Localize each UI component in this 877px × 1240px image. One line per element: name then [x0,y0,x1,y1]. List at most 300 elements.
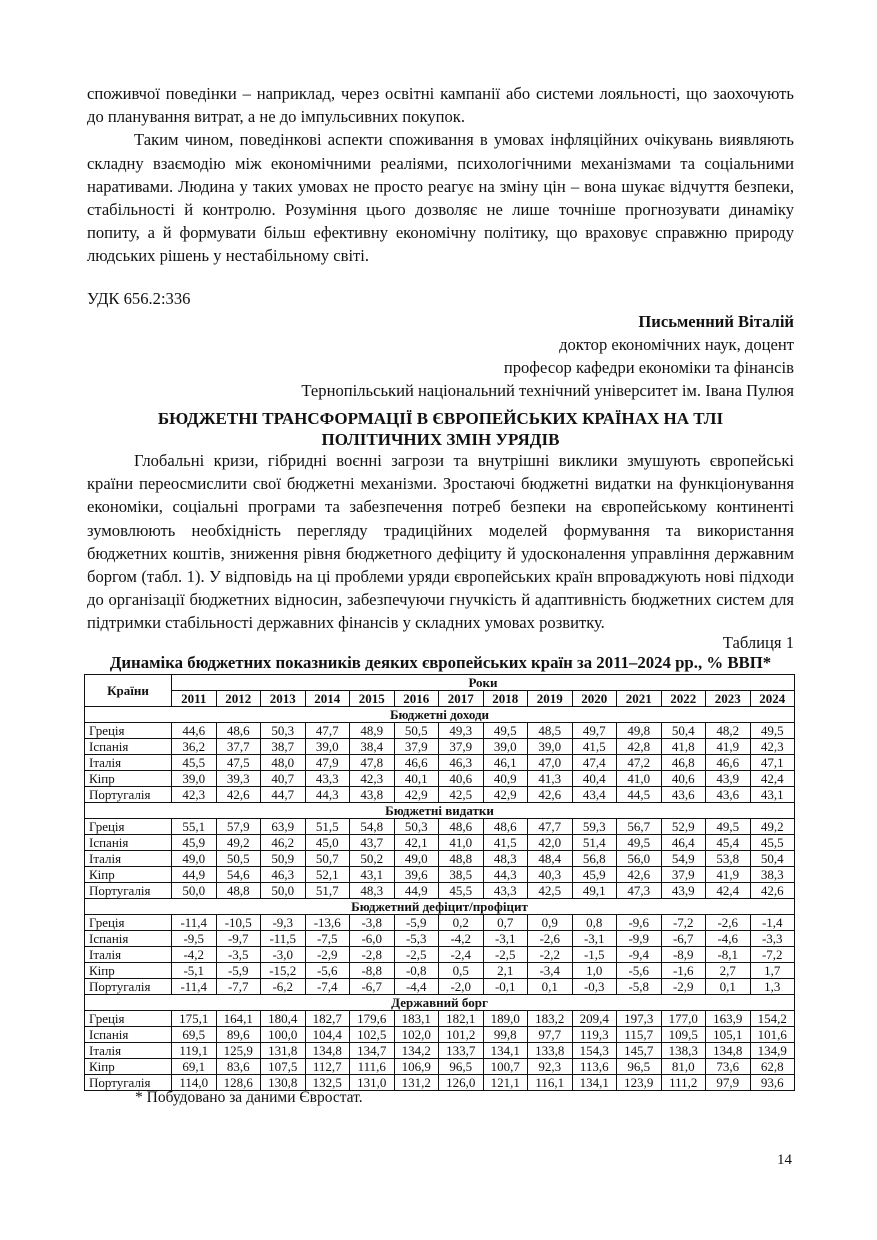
value-cell: -11,4 [172,979,217,995]
table-body [85,707,795,1091]
value-cell: 163,9 [706,1011,751,1027]
value-cell: -0,3 [572,979,617,995]
section-row [85,995,795,1011]
value-cell: 53,8 [706,851,751,867]
value-cell: -2,4 [439,947,484,963]
value-cell: 63,9 [261,819,306,835]
value-cell: 39,0 [172,771,217,787]
value-cell: 42,5 [439,787,484,803]
value-cell: 99,8 [483,1027,528,1043]
value-cell: 46,3 [261,867,306,883]
value-cell: -5,8 [617,979,662,995]
value-cell: 48,3 [350,883,395,899]
value-cell: 106,9 [394,1059,439,1075]
value-cell: 109,5 [661,1027,706,1043]
value-cell: 180,4 [261,1011,306,1027]
value-cell: 44,6 [172,723,217,739]
value-cell: 40,7 [261,771,306,787]
value-cell: 183,1 [394,1011,439,1027]
value-cell: 44,3 [483,867,528,883]
value-cell: 49,7 [572,723,617,739]
value-cell: 40,4 [572,771,617,787]
country-cell: Греція [85,819,172,835]
value-cell: 43,9 [661,883,706,899]
value-cell: 145,7 [617,1043,662,1059]
value-cell: 48,8 [439,851,484,867]
value-cell: 42,1 [394,835,439,851]
value-cell: -11,4 [172,915,217,931]
country-cell: Кіпр [85,867,172,883]
value-cell: -11,5 [261,931,306,947]
value-cell: 46,2 [261,835,306,851]
country-cell: Італія [85,755,172,771]
value-cell: 37,9 [394,739,439,755]
value-cell: 105,1 [706,1027,751,1043]
year-header: 2014 [305,691,350,707]
header-countries: Країни [85,675,172,707]
value-cell: 44,3 [305,787,350,803]
value-cell: 43,8 [350,787,395,803]
value-cell: 38,5 [439,867,484,883]
value-cell: 0,1 [528,979,573,995]
value-cell: 43,1 [350,867,395,883]
value-cell: 183,2 [528,1011,573,1027]
table-row [85,787,795,803]
value-cell: 57,9 [216,819,261,835]
value-cell: 43,1 [750,787,795,803]
value-cell: 0,1 [706,979,751,995]
value-cell: -9,3 [261,915,306,931]
year-header: 2021 [617,691,662,707]
value-cell: -2,5 [394,947,439,963]
country-cell: Кіпр [85,963,172,979]
value-cell: 189,0 [483,1011,528,1027]
value-cell: 50,3 [394,819,439,835]
value-cell: 43,9 [706,771,751,787]
value-cell: 50,9 [261,851,306,867]
value-cell: -7,2 [661,915,706,931]
value-cell: 43,7 [350,835,395,851]
country-cell: Кіпр [85,771,172,787]
table-caption: Динаміка бюджетних показників деяких європейських країн за 2011–2024 рр., % ВВП* [109,653,772,672]
year-header-row [85,691,795,707]
author-affiliation: Тернопільський національний технічний університет ім. Івана Пулюя [301,381,794,400]
value-cell: 112,7 [305,1059,350,1075]
value-cell: 42,9 [394,787,439,803]
value-cell: 50,5 [394,723,439,739]
value-cell: 46,4 [661,835,706,851]
value-cell: 39,0 [305,739,350,755]
value-cell: 43,6 [661,787,706,803]
value-cell: -9,7 [216,931,261,947]
author-position: професор кафедри економіки та фінансів [503,358,794,377]
value-cell: 123,9 [617,1075,662,1091]
country-cell: Італія [85,947,172,963]
value-cell: 93,6 [750,1075,795,1091]
value-cell: 46,6 [706,755,751,771]
country-cell: Іспанія [85,835,172,851]
value-cell: 43,4 [572,787,617,803]
country-cell: Іспанія [85,739,172,755]
value-cell: 48,6 [439,819,484,835]
value-cell: 177,0 [661,1011,706,1027]
value-cell: 48,0 [261,755,306,771]
value-cell: 50,7 [305,851,350,867]
value-cell: 134,1 [483,1043,528,1059]
value-cell: 49,5 [706,819,751,835]
year-header: 2019 [528,691,573,707]
value-cell: 73,6 [706,1059,751,1075]
value-cell: 42,6 [216,787,261,803]
value-cell: 125,9 [216,1043,261,1059]
country-cell: Португалія [85,979,172,995]
value-cell: 47,2 [617,755,662,771]
value-cell: 49,0 [172,851,217,867]
value-cell: 113,6 [572,1059,617,1075]
value-cell: 121,1 [483,1075,528,1091]
value-cell: 44,9 [172,867,217,883]
value-cell: 134,1 [572,1075,617,1091]
value-cell: 100,7 [483,1059,528,1075]
value-cell: 41,5 [572,739,617,755]
value-cell: 41,9 [706,739,751,755]
value-cell: 50,5 [216,851,261,867]
table-footnote: * Побудовано за даними Євростат. [135,1089,363,1106]
table-number: Таблиця 1 [722,633,794,652]
value-cell: -5,9 [394,915,439,931]
value-cell: 47,5 [216,755,261,771]
value-cell: 133,8 [528,1043,573,1059]
budget-table [84,674,795,1091]
value-cell: 40,9 [483,771,528,787]
value-cell: 0,2 [439,915,484,931]
value-cell: 134,9 [750,1043,795,1059]
value-cell: 46,8 [661,755,706,771]
value-cell: 50,3 [261,723,306,739]
value-cell: 49,2 [216,835,261,851]
value-cell: -3,4 [528,963,573,979]
value-cell: 38,4 [350,739,395,755]
value-cell: 0,7 [483,915,528,931]
value-cell: 45,5 [750,835,795,851]
value-cell: 52,9 [661,819,706,835]
value-cell: 2,1 [483,963,528,979]
value-cell: 62,8 [750,1059,795,1075]
value-cell: 45,5 [172,755,217,771]
value-cell: 44,7 [261,787,306,803]
value-cell: 48,4 [528,851,573,867]
value-cell: 43,3 [305,771,350,787]
value-cell: -3,0 [261,947,306,963]
value-cell: 39,6 [394,867,439,883]
value-cell: -3,1 [483,931,528,947]
value-cell: -9,6 [617,915,662,931]
value-cell: -15,2 [261,963,306,979]
value-cell: 56,7 [617,819,662,835]
value-cell: 56,8 [572,851,617,867]
value-cell: -6,7 [350,979,395,995]
table-row [85,819,795,835]
year-header: 2016 [394,691,439,707]
value-cell: 179,6 [350,1011,395,1027]
value-cell: 47,7 [528,819,573,835]
value-cell: 47,9 [305,755,350,771]
table-row [85,755,795,771]
value-cell: 42,3 [750,739,795,755]
value-cell: 41,0 [617,771,662,787]
country-cell: Італія [85,851,172,867]
table-row [85,883,795,899]
value-cell: 115,7 [617,1027,662,1043]
value-cell: 154,2 [750,1011,795,1027]
value-cell: 39,0 [483,739,528,755]
value-cell: -5,3 [394,931,439,947]
country-cell: Іспанія [85,931,172,947]
value-cell: 102,0 [394,1027,439,1043]
value-cell: -2,8 [350,947,395,963]
value-cell: -0,1 [483,979,528,995]
value-cell: -2,9 [305,947,350,963]
value-cell: 47,7 [305,723,350,739]
value-cell: 47,1 [750,755,795,771]
value-cell: 39,3 [216,771,261,787]
value-cell: -2,0 [439,979,484,995]
value-cell: 164,1 [216,1011,261,1027]
table-row [85,915,795,931]
value-cell: 54,6 [216,867,261,883]
value-cell: -2,6 [528,931,573,947]
table-row [85,723,795,739]
value-cell: 0,9 [528,915,573,931]
value-cell: -9,4 [617,947,662,963]
value-cell: -6,0 [350,931,395,947]
value-cell: 37,9 [439,739,484,755]
value-cell: 42,6 [617,867,662,883]
value-cell: 48,9 [350,723,395,739]
value-cell: 2,7 [706,963,751,979]
value-cell: 54,8 [350,819,395,835]
value-cell: 50,0 [261,883,306,899]
value-cell: 119,3 [572,1027,617,1043]
article-title-line-1: БЮДЖЕТНІ ТРАНСФОРМАЦІЇ В ЄВРОПЕЙСЬКИХ КРАЇНАХ НА ТЛІ [157,409,724,428]
value-cell: 49,0 [394,851,439,867]
value-cell: 50,2 [350,851,395,867]
country-cell: Португалія [85,1075,172,1091]
table-row [85,739,795,755]
year-header: 2020 [572,691,617,707]
value-cell: -6,2 [261,979,306,995]
value-cell: 133,7 [439,1043,484,1059]
value-cell: -1,4 [750,915,795,931]
section-title: Бюджетні доходи [85,707,795,723]
value-cell: 101,6 [750,1027,795,1043]
value-cell: 38,7 [261,739,306,755]
year-header: 2012 [216,691,261,707]
article-body [87,449,794,635]
country-cell: Італія [85,1043,172,1059]
value-cell: 45,9 [572,867,617,883]
table-row [85,931,795,947]
year-header: 2017 [439,691,484,707]
value-cell: 55,1 [172,819,217,835]
value-cell: 45,0 [305,835,350,851]
value-cell: 49,3 [439,723,484,739]
table-row [85,947,795,963]
value-cell: 50,0 [172,883,217,899]
value-cell: -9,9 [617,931,662,947]
value-cell: 42,9 [483,787,528,803]
value-cell: 41,5 [483,835,528,851]
value-cell: -8,1 [706,947,751,963]
value-cell: 42,4 [750,771,795,787]
value-cell: 59,3 [572,819,617,835]
value-cell: 42,3 [172,787,217,803]
table-row [85,1043,795,1059]
value-cell: 114,0 [172,1075,217,1091]
value-cell: -10,5 [216,915,261,931]
value-cell: -3,1 [572,931,617,947]
value-cell: -3,8 [350,915,395,931]
value-cell: 45,4 [706,835,751,851]
value-cell: 37,9 [661,867,706,883]
table-row [85,835,795,851]
value-cell: 43,6 [706,787,751,803]
year-header: 2013 [261,691,306,707]
article-title [87,408,794,450]
value-cell: 111,2 [661,1075,706,1091]
value-cell: 131,2 [394,1075,439,1091]
article-title-line-2: ПОЛІТИЧНИХ ЗМІН УРЯДІВ [321,430,560,449]
value-cell: 1,7 [750,963,795,979]
table-row [85,1011,795,1027]
country-cell: Кіпр [85,1059,172,1075]
value-cell: 43,3 [483,883,528,899]
value-cell: 182,1 [439,1011,484,1027]
value-cell: -2,5 [483,947,528,963]
value-cell: 138,3 [661,1043,706,1059]
value-cell: 104,4 [305,1027,350,1043]
value-cell: 97,7 [528,1027,573,1043]
value-cell: 52,1 [305,867,350,883]
value-cell: 182,7 [305,1011,350,1027]
intro-paragraph-2: Таким чином, поведінкові аспекти споживання в умовах інфляційних очікувань виявляють складну взаємодію між економічними реаліями, психологічними механізмами та соціальними наративами. Людина у таких умовах не просто реагує на зміну цін – вона шукає відчуття безпеки, стабільності й контролю. Розуміння цього дозволяє не лише точніше прогнозувати динаміку попиту, а й формувати більш ефективну економічну політику, що враховує справжню природу людських рішень у нестабільному світі. [87,130,794,266]
value-cell: 83,6 [216,1059,261,1075]
value-cell: 54,9 [661,851,706,867]
value-cell: 209,4 [572,1011,617,1027]
value-cell: 42,6 [750,883,795,899]
value-cell: 36,2 [172,739,217,755]
value-cell: 48,2 [706,723,751,739]
value-cell: 130,8 [261,1075,306,1091]
value-cell: 96,5 [617,1059,662,1075]
value-cell: -5,6 [617,963,662,979]
value-cell: 45,9 [172,835,217,851]
value-cell: 42,6 [528,787,573,803]
value-cell: 116,1 [528,1075,573,1091]
country-cell: Португалія [85,883,172,899]
value-cell: 48,6 [216,723,261,739]
value-cell: 175,1 [172,1011,217,1027]
value-cell: 42,5 [528,883,573,899]
country-cell: Іспанія [85,1027,172,1043]
value-cell: -4,4 [394,979,439,995]
value-cell: 46,1 [483,755,528,771]
value-cell: 47,8 [350,755,395,771]
value-cell: -7,5 [305,931,350,947]
value-cell: 107,5 [261,1059,306,1075]
value-cell: 197,3 [617,1011,662,1027]
value-cell: 101,2 [439,1027,484,1043]
value-cell: -2,2 [528,947,573,963]
value-cell: -3,5 [216,947,261,963]
intro-paragraph-1: споживчої поведінки – наприклад, через освітні кампанії або системи лояльності, що заохочують до планування витрат, а не до імпульсивних покупок. [87,84,794,127]
country-cell: Греція [85,723,172,739]
value-cell: 0,8 [572,915,617,931]
value-cell: 42,4 [706,883,751,899]
value-cell: 47,4 [572,755,617,771]
value-cell: -5,9 [216,963,261,979]
author-name: Письменний Віталій [638,312,794,331]
country-cell: Португалія [85,787,172,803]
value-cell: -7,4 [305,979,350,995]
value-cell: 49,1 [572,883,617,899]
value-cell: 131,0 [350,1075,395,1091]
table-row [85,1059,795,1075]
value-cell: 45,5 [439,883,484,899]
value-cell: 41,3 [528,771,573,787]
value-cell: 47,3 [617,883,662,899]
value-cell: 46,3 [439,755,484,771]
value-cell: 126,0 [439,1075,484,1091]
value-cell: -3,3 [750,931,795,947]
country-cell: Греція [85,915,172,931]
value-cell: 40,3 [528,867,573,883]
value-cell: 49,5 [617,835,662,851]
value-cell: 134,2 [394,1043,439,1059]
value-cell: 51,7 [305,883,350,899]
table-row [85,851,795,867]
value-cell: 89,6 [216,1027,261,1043]
value-cell: 132,5 [305,1075,350,1091]
value-cell: -4,2 [172,947,217,963]
section-title: Державний борг [85,995,795,1011]
value-cell: 37,7 [216,739,261,755]
value-cell: -5,1 [172,963,217,979]
value-cell: -8,8 [350,963,395,979]
value-cell: -5,6 [305,963,350,979]
value-cell: 49,2 [750,819,795,835]
author-block [301,310,794,402]
year-header: 2011 [172,691,217,707]
article-paragraph: Глобальні кризи, гібридні воєнні загрози та внутрішні виклики змушують європейські країни переосмислити свої бюджетні механізми. Зростаючі бюджетні видатки на функціонування економіки, соціальні програми та забезпечення потреб безпеки на європейському континенті зумовлюють необхідність перегляду традиційних моделей формування та використання бюджетних коштів, зниження рівня бюджетного дефіциту й удосконалення управління державним боргом (табл. 1). У відповідь на ці проблеми уряди європейських країн впроваджують нові підходи до організації бюджетних відносин, забезпечуючи гнучкість й адаптивність бюджетних систем для підтримки стабільності державних фінансів у складних умовах розвитку. [87,451,794,633]
table-row [85,1027,795,1043]
value-cell: 81,0 [661,1059,706,1075]
value-cell: -2,6 [706,915,751,931]
value-cell: 48,6 [483,819,528,835]
year-header: 2015 [350,691,395,707]
value-cell: 102,5 [350,1027,395,1043]
table-row [85,771,795,787]
value-cell: 134,8 [305,1043,350,1059]
value-cell: 42,8 [617,739,662,755]
header-years: Роки [172,675,795,691]
value-cell: 69,1 [172,1059,217,1075]
value-cell: -13,6 [305,915,350,931]
value-cell: 49,5 [750,723,795,739]
value-cell: 44,5 [617,787,662,803]
value-cell: -4,2 [439,931,484,947]
value-cell: 40,1 [394,771,439,787]
